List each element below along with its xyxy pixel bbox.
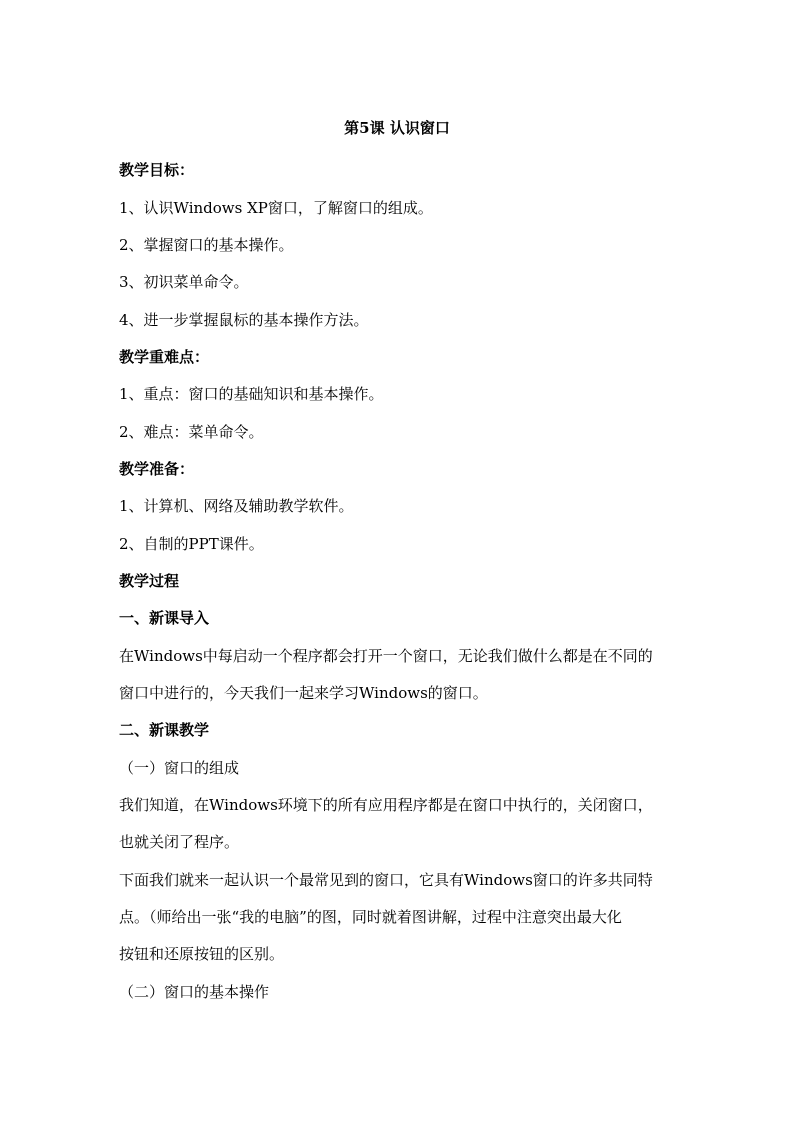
objectives-heading: 教学目标： [119, 161, 195, 179]
objective-item: 4、进一步掌握鼠标的基本操作方法。 [119, 311, 369, 329]
objective-item: 2、掌握窗口的基本操作。 [119, 236, 294, 254]
paragraph-line: 下面我们就来一起认识一个最常见到的窗口，它具有Windows窗口的许多共同特 [119, 871, 653, 889]
keypoint-item: 2、难点：菜单命令。 [119, 423, 264, 441]
preparation-heading: 教学准备： [119, 460, 195, 478]
objective-item: 3、初识菜单命令。 [119, 273, 249, 291]
paragraph-line: 也就关闭了程序。 [119, 833, 240, 851]
subsection2-heading: （二）窗口的基本操作 [119, 983, 270, 1001]
process-heading: 教学过程 [119, 572, 180, 590]
paragraph-line: 窗口中进行的，今天我们一起来学习Windows的窗口。 [119, 684, 488, 702]
section1-heading: 一、新课导入 [119, 609, 210, 627]
preparation-item: 2、自制的PPT课件。 [119, 535, 264, 553]
keypoint-item: 1、重点：窗口的基础知识和基本操作。 [119, 385, 384, 403]
paragraph-line: 点。（师给出一张“我的电脑”的图，同时就着图讲解，过程中注意突出最大化 [119, 908, 622, 926]
subsection1-heading: （一）窗口的组成 [119, 759, 240, 777]
objective-item: 1、认识Windows XP窗口，了解窗口的组成。 [119, 199, 433, 217]
keypoints-heading: 教学重难点： [119, 348, 210, 366]
paragraph-line: 在Windows中每启动一个程序都会打开一个窗口，无论我们做什么都是在不同的 [119, 647, 653, 665]
section2-heading: 二、新课教学 [119, 721, 210, 739]
paragraph-line: 按钮和还原按钮的区别。 [119, 945, 285, 963]
paragraph-line: 我们知道，在Windows环境下的所有应用程序都是在窗口中执行的，关闭窗口， [119, 796, 653, 814]
page-title: 第5课 认识窗口 [344, 119, 450, 137]
preparation-item: 1、计算机、网络及辅助教学软件。 [119, 497, 354, 515]
